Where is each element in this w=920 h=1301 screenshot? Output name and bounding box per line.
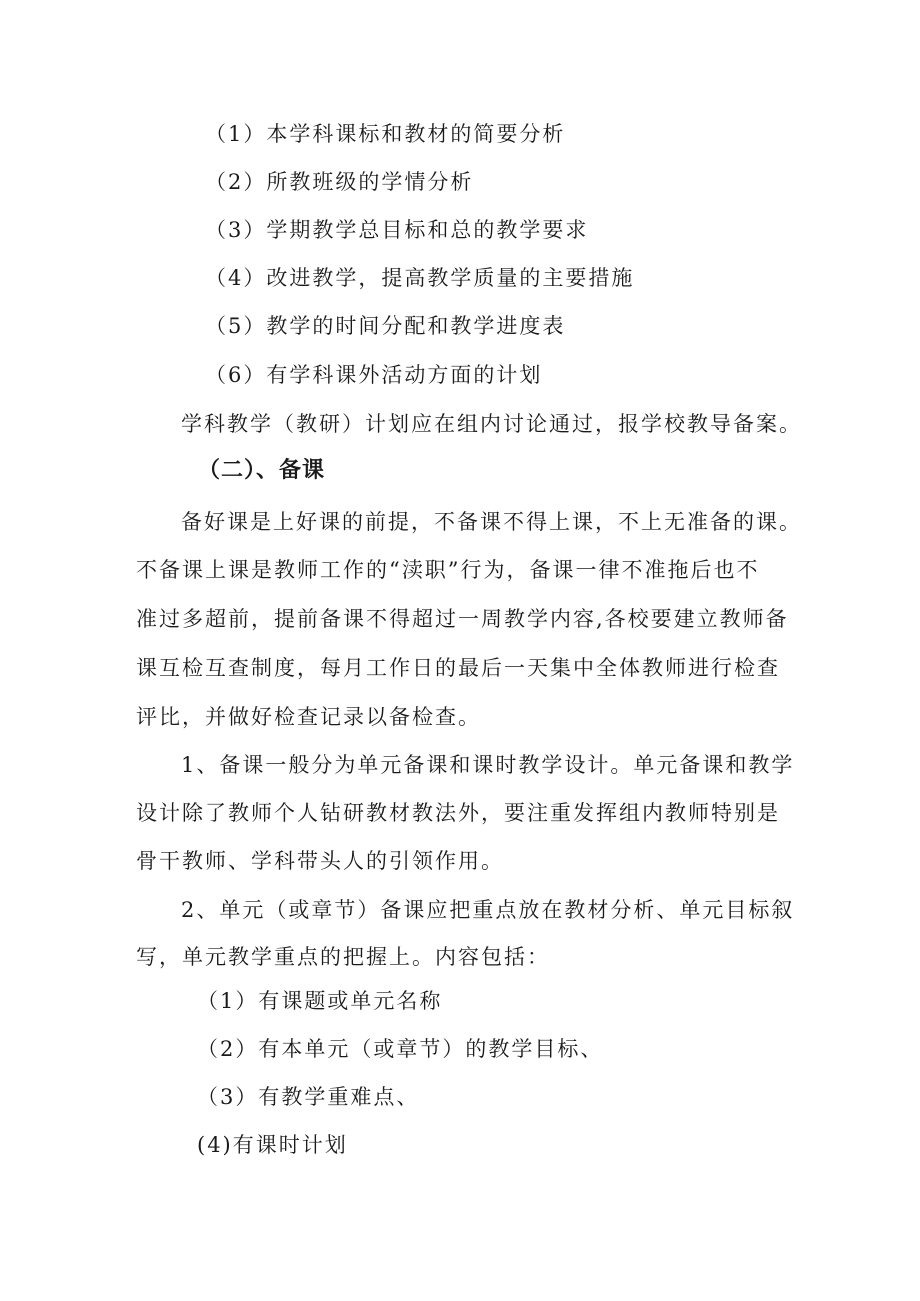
unit-item: （1）有课题或单元名称: [197, 989, 443, 1013]
plan-item: （3）学期教学总目标和总的教学要求: [205, 218, 589, 242]
point1-line: 骨干教师、学科带头人的引领作用。: [136, 849, 504, 873]
plan-item: （2）所教班级的学情分析: [205, 170, 474, 194]
point1-line: 设计除了教师个人钻研教材教法外，要注重发挥组内教师特别是: [136, 801, 780, 825]
plan-item: （6）有学科课外活动方面的计划: [205, 363, 543, 387]
intro-line: 评比，并做好检查记录以备检查。: [136, 705, 481, 729]
intro-line: 准过多超前，提前备课不得超过一周教学内容,各校要建立教师备: [136, 607, 789, 631]
intro-line: 不备课上课是教师工作的“渎职”行为，备课一律不准拖后也不: [136, 558, 760, 582]
unit-item: (4)有课时计划: [197, 1133, 348, 1157]
point2-line: 写，单元教学重点的把握上。内容包括：: [136, 945, 550, 969]
intro-line: 备好课是上好课的前提，不备课不得上课，不上无准备的课。: [181, 510, 802, 534]
intro-line: 课互检互查制度，每月工作日的最后一天集中全体教师进行检查: [136, 656, 780, 680]
plan-item: （1）本学科课标和教材的简要分析: [205, 122, 566, 146]
point1-line: 1、备课一般分为单元备课和课时教学设计。单元备课和教学: [181, 753, 795, 777]
unit-item: （3）有教学重难点、: [197, 1085, 420, 1109]
plan-item: （5）教学的时间分配和教学进度表: [205, 314, 566, 338]
point2-line: 2、单元（或章节）备课应把重点放在教材分析、单元目标叙: [181, 898, 795, 922]
section-heading: （二）、备课: [198, 458, 326, 483]
unit-item: （2）有本单元（或章节）的教学目标、: [197, 1037, 604, 1061]
plan-note: 学科教学（教研）计划应在组内讨论通过，报学校教导备案。: [181, 412, 802, 436]
plan-item: （4）改进教学，提高教学质量的主要措施: [205, 266, 635, 290]
